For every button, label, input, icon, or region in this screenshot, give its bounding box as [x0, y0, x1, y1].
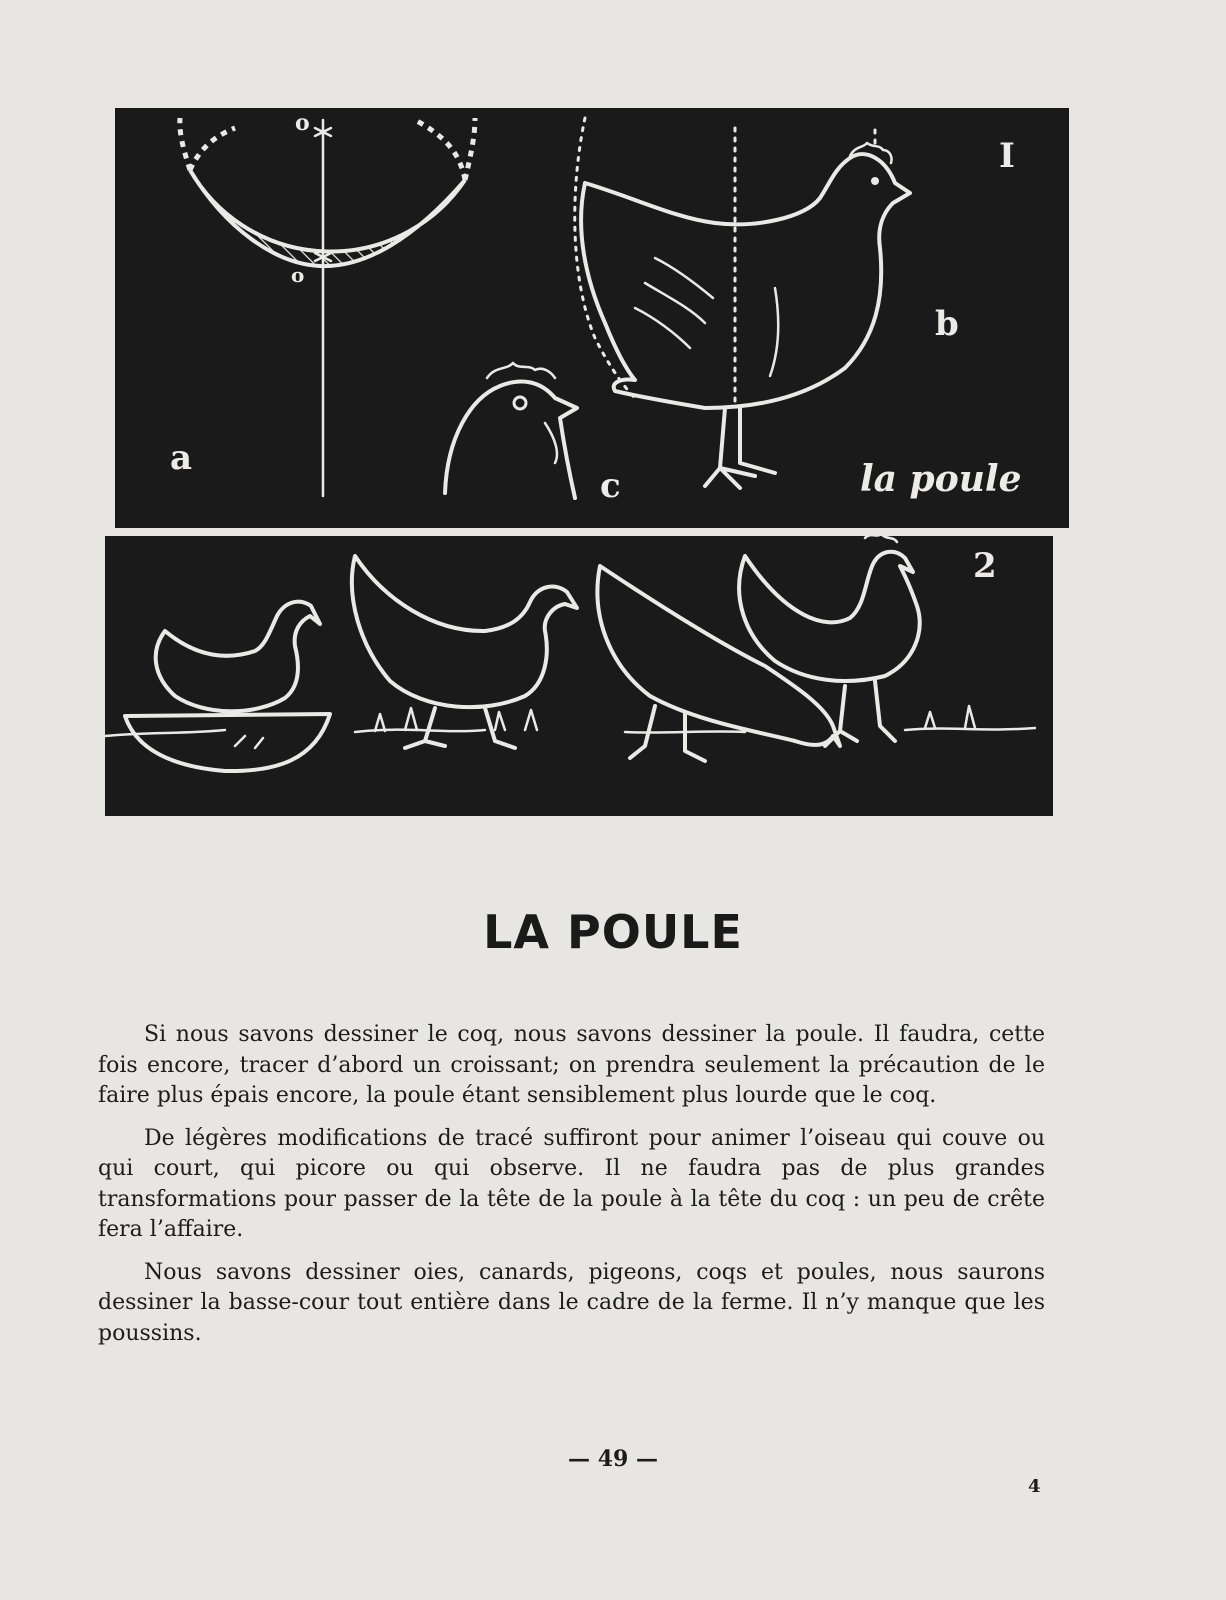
- label-c: c: [600, 466, 621, 506]
- paragraph-1: Si nous savons dessiner le coq, nous savons dessiner la poule. Il faudra, cette fois encore, tracer d’abord un croissant; on prendra seulement la précaution de le faire plus épais encore, la poule étant sensiblement plus lourde que le coq.: [98, 1022, 1045, 1108]
- panel-number-1: I: [999, 136, 1015, 176]
- body-text: [98, 1020, 1045, 1361]
- page-number: — 49 —: [568, 1446, 658, 1472]
- paragraph-3: Nous savons dessiner oies, canards, pigeons, coqs et poules, nous saurons dessiner la basse-cour tout entière dans le cadre de la ferme. Il n’y manque que les poussins.: [98, 1259, 1045, 1346]
- label-o-top: o: [295, 110, 310, 136]
- label-b: b: [935, 304, 959, 344]
- observing-hen-drawing: [739, 536, 920, 746]
- figure-caption: la poule: [860, 458, 1022, 500]
- panel-number-2: 2: [973, 546, 997, 586]
- standing-hen-drawing: [575, 118, 910, 488]
- ground-line: [105, 728, 1035, 736]
- brooding-hen-drawing: [125, 602, 330, 771]
- crescent-figure: [180, 118, 475, 496]
- signature-mark: 4: [1028, 1476, 1041, 1497]
- walking-hen-drawing: [352, 556, 577, 748]
- hen-head-drawing: [445, 363, 577, 498]
- illustration-panel-2: [105, 536, 1053, 816]
- illustration-panel-1: [115, 108, 1069, 528]
- label-a: a: [170, 438, 193, 478]
- page-title: LA POULE: [483, 905, 743, 959]
- paragraph-2: De légères modifications de tracé suffiront pour animer l’oiseau qui couve ou qui court, qui picore ou qui observe. Il ne faudra pas de plus grandes transformations pour passer de la tête de la poule à la tête du coq : un peu de crête fera l’affaire.: [98, 1125, 1045, 1242]
- label-o-center: o: [291, 263, 305, 287]
- hens-poses-drawing: [105, 536, 1053, 816]
